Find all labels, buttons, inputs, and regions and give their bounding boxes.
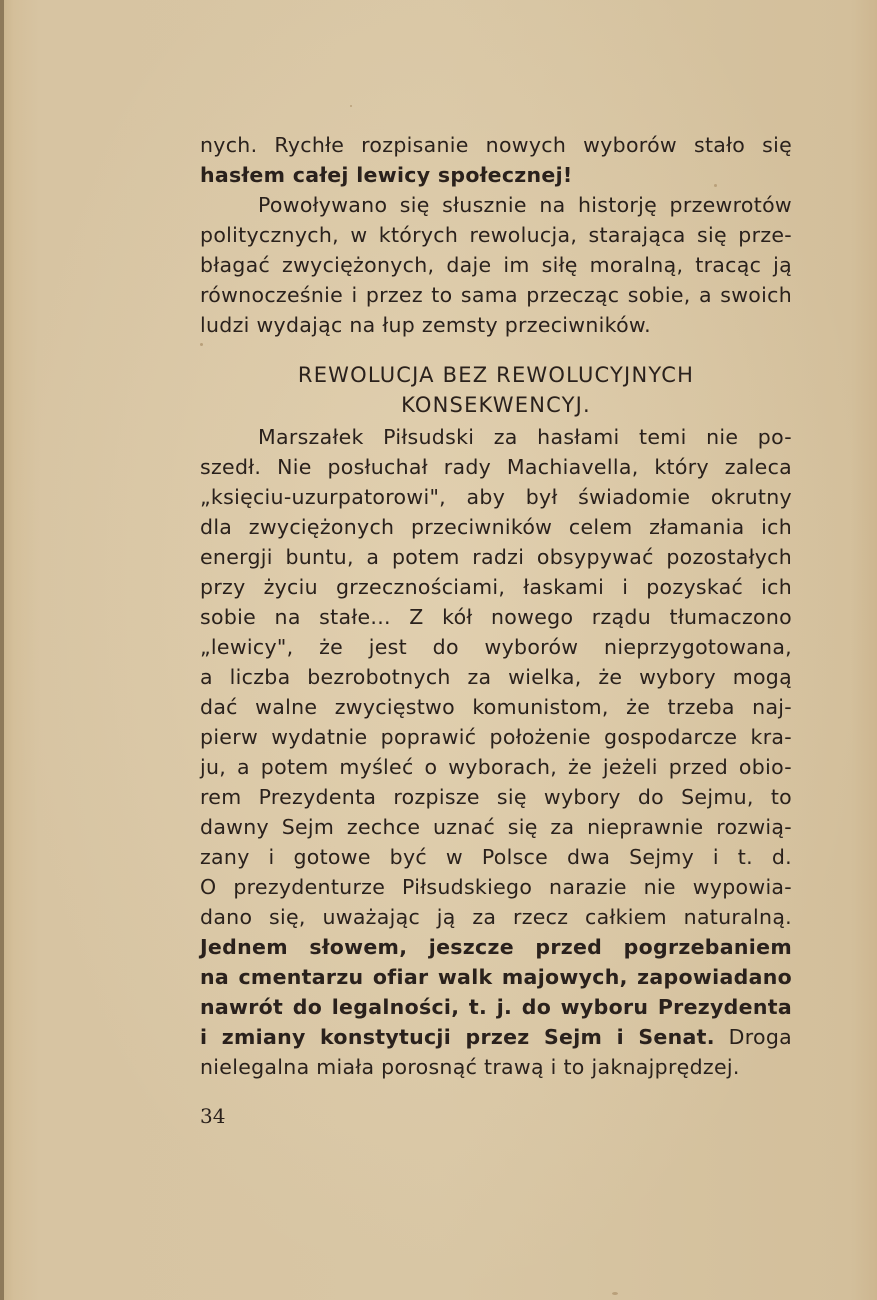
text-line: nych. Rychłe rozpisanie nowych wyborów stało się bbox=[200, 133, 792, 157]
text-line: pierw wydatnie poprawić położenie gospodarcze kra- bbox=[200, 725, 792, 749]
section-heading-line2: KONSEKWENCYJ. bbox=[401, 393, 591, 417]
paper-fleck bbox=[612, 1292, 618, 1295]
text-line: Marszałek Piłsudski za hasłami temi nie po- bbox=[258, 425, 792, 449]
text-line: dano się, uważając ją za rzecz całkiem naturalną. bbox=[200, 905, 792, 929]
text-line: zany i gotowe być w Polsce dwa Sejmy i t. d. bbox=[200, 845, 792, 869]
paper-fleck bbox=[200, 343, 203, 346]
text-line: dać walne zwycięstwo komunistom, że trzeba naj- bbox=[200, 695, 792, 719]
page-number: 34 bbox=[200, 1104, 226, 1128]
text-line: ju, a potem myśleć o wyborach, że jeżeli przed obio- bbox=[200, 755, 792, 779]
text-line: Powoływano się słusznie na historję przewrotów bbox=[258, 193, 792, 217]
section-heading-line1: REWOLUCJA BEZ REWOLUCYJNYCH bbox=[297, 363, 695, 387]
text-line: rem Prezydenta rozpisze się wybory do Sejmu, to bbox=[200, 785, 792, 809]
text-line: Jednem słowem, jeszcze przed pogrzebaniem bbox=[200, 935, 792, 959]
text-line: O prezydenturze Piłsudskiego narazie nie wypowia- bbox=[200, 875, 792, 899]
text-line: nielegalna miała porosnąć trawą i to jaknajprędzej. bbox=[200, 1055, 740, 1079]
text-line: energji buntu, a potem radzi obsypywać pozostałych bbox=[200, 545, 792, 569]
bold-text-segment: i zmiany konstytucji przez Sejm i Senat. bbox=[200, 1025, 715, 1049]
text-line: „księciu-uzurpatorowi", aby był świadomie okrutny bbox=[200, 485, 792, 509]
text-line: nawrót do legalności, t. j. do wyboru Prezydenta bbox=[200, 995, 792, 1019]
text-line: sobie na stałe... Z kół nowego rządu tłumaczono bbox=[200, 605, 792, 629]
text-line: równocześnie i przez to sama przecząc sobie, a swoich bbox=[200, 283, 792, 307]
paper-fleck bbox=[350, 105, 352, 107]
text-line: ludzi wydając na łup zemsty przeciwników. bbox=[200, 313, 651, 337]
text-line: dla zwyciężonych przeciwników celem złamania ich bbox=[200, 515, 792, 539]
text-line: na cmentarzu ofiar walk majowych, zapowiadano bbox=[200, 965, 792, 989]
text-line: szedł. Nie posłuchał rady Machiavella, który zaleca bbox=[200, 455, 792, 479]
text-line: dawny Sejm zechce uznać się za nieprawnie rozwią- bbox=[200, 815, 792, 839]
text-line: przy życiu grzecznościami, łaskami i pozyskać ich bbox=[200, 575, 792, 599]
text-line: „lewicy", że jest do wyborów nieprzygotowana, bbox=[200, 635, 792, 659]
text-line bbox=[200, 1022, 792, 1052]
text-segment: Droga bbox=[714, 1025, 792, 1049]
text-line: politycznych, w których rewolucja, starająca się prze- bbox=[200, 223, 792, 247]
text-line: błagać zwyciężonych, daje im siłę moralną, tracąc ją bbox=[200, 253, 792, 277]
text-line: a liczba bezrobotnych za wielka, że wybory mogą bbox=[200, 665, 792, 689]
page-spine-edge bbox=[0, 0, 4, 1300]
text-line: hasłem całej lewicy społecznej! bbox=[200, 163, 573, 187]
